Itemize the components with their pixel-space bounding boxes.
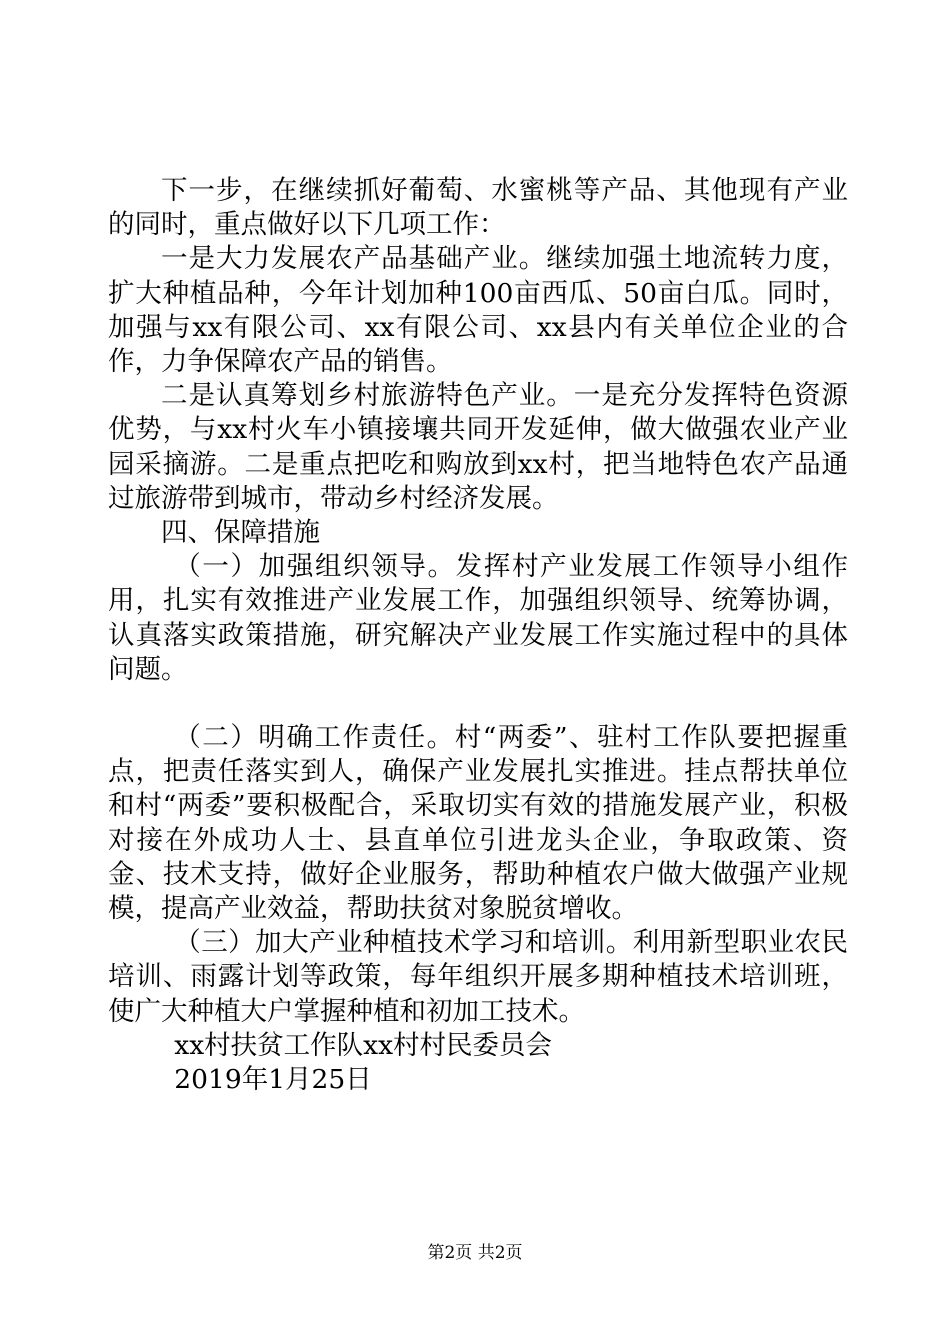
paragraph-measure-3: （三）加大产业种植技术学习和培训。利用新型职业农民培训、雨露计划等政策，每年组织开展多期种植技术培训班，使广大种植大户掌握种植和初加工技术。: [108, 927, 848, 1027]
paragraph-rural-tourism: 二是认真筹划乡村旅游特色产业。一是充分发挥特色资源优势，与xx村火车小镇接壤共同开发延伸，做大做强农业产业园采摘游。二是重点把吃和购放到xx村，把当地特色农产品通过旅游带到城市，带动乡村经济发展。: [108, 380, 848, 514]
section-heading-measures: 四、保障措施: [161, 517, 320, 549]
date-line: 2019年1月25日: [174, 1064, 372, 1096]
paragraph-measure-1: （一）加强组织领导。发挥村产业发展工作领导小组作用，扎实有效推进产业发展工作，加强组织领导、统筹协调，认真落实政策措施，研究解决产业发展工作实施过程中的具体问题。: [108, 551, 848, 685]
paragraph-spacer: [108, 687, 848, 721]
document-body: [108, 174, 848, 1097]
paragraph-measure-2: （二）明确工作责任。村“两委”、驻村工作队要把握重点，把责任落实到人，确保产业发展扎实推进。挂点帮扶单位和村“两委”要积极配合，采取切实有效的措施发展产业，积极对接在外成功人士、县直单位引进龙头企业，争取政策、资金、技术支持，做好企业服务，帮助种植农户做大做强产业规模，提高产业效益，帮助扶贫对象脱贫增收。: [108, 722, 848, 925]
paragraph-agriculture-industry: 一是大力发展农产品基础产业。继续加强土地流转力度，扩大种植品种，今年计划加种100亩西瓜、50亩白瓜。同时，加强与xx有限公司、xx有限公司、xx县内有关单位企业的合作，力争保障农产品的销售。: [108, 243, 848, 378]
signature-line: xx村扶贫工作队xx村村民委员会: [174, 1029, 553, 1061]
paragraph-next-steps: 下一步，在继续抓好葡萄、水蜜桃等产品、其他现有产业的同时，重点做好以下几项工作：: [108, 175, 848, 241]
page-footer: 第2页 共2页: [427, 1243, 523, 1263]
